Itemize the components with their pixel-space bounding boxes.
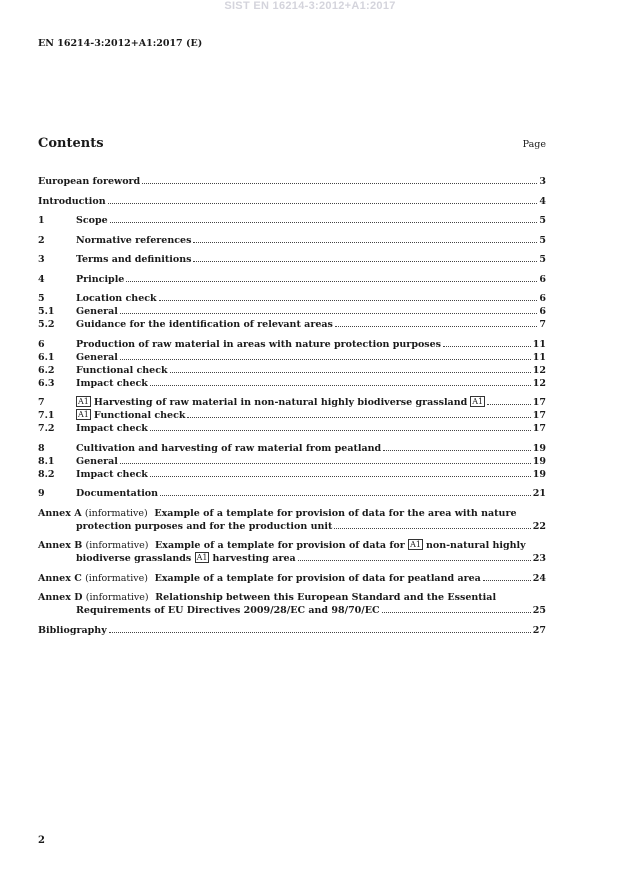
- dot-leader: [383, 450, 531, 451]
- toc-number: 5.1: [38, 306, 55, 317]
- annex-heading-line: [38, 507, 546, 520]
- toc-entry-7[interactable]: [38, 396, 546, 409]
- toc-title: General: [76, 306, 118, 317]
- toc-page: 22: [532, 520, 546, 532]
- dot-leader: [108, 203, 538, 204]
- table-of-contents: [38, 175, 546, 643]
- toc-title: Impact check: [76, 377, 148, 389]
- toc-page: 21: [532, 488, 546, 499]
- toc-number: 4: [38, 273, 45, 285]
- annex-informative: (informative): [85, 592, 149, 603]
- watermark: SIST EN 16214-3:2012+A1:2017: [224, 0, 396, 12]
- toc-title-text: Harvesting of raw material in non-natural highly biodiverse grassland: [93, 397, 468, 408]
- toc-page: 19: [532, 455, 546, 467]
- toc-title: General: [76, 351, 118, 363]
- annex-heading-line: [38, 572, 481, 585]
- toc-page: 6: [539, 293, 546, 304]
- toc-page: 12: [532, 364, 546, 376]
- dot-leader: [110, 222, 538, 223]
- toc-page: 7: [539, 319, 546, 330]
- toc-page: 17: [532, 410, 546, 421]
- toc-number: 6.3: [38, 377, 55, 389]
- toc-title: Introduction: [38, 195, 106, 207]
- annex-title-line1: Example of a template for provision of data for peatland area: [154, 572, 481, 584]
- toc-title-text: Functional check: [93, 410, 186, 421]
- toc-number: 2: [38, 234, 45, 246]
- dot-leader: [193, 261, 537, 262]
- toc-number: 3: [38, 254, 45, 265]
- toc-number: 6.2: [38, 364, 55, 376]
- toc-entry-annex-d[interactable]: [38, 591, 546, 617]
- toc-entry-5-1[interactable]: [38, 305, 546, 318]
- toc-title: Terms and definitions: [76, 254, 192, 265]
- contents-heading: Contents: [38, 136, 104, 151]
- toc-page: 25: [532, 605, 546, 616]
- annex-title-line2: Requirements of EU Directives 2009/28/EC and 98/70/EC: [76, 605, 380, 616]
- toc-entry-annex-a[interactable]: [38, 507, 546, 533]
- annex-title-line2: protection purposes and for the production unit: [76, 520, 333, 532]
- dot-leader: [334, 528, 530, 529]
- toc-page: 17: [532, 397, 546, 408]
- toc-page: 12: [532, 377, 546, 389]
- toc-entry-1[interactable]: [38, 214, 546, 227]
- toc-page: 27: [532, 624, 546, 636]
- toc-title: Bibliography: [38, 624, 107, 636]
- annex-informative: (informative): [85, 572, 148, 584]
- toc-number: 8: [38, 442, 45, 454]
- annex-label: Annex A: [38, 507, 82, 519]
- toc-page: 5: [539, 234, 546, 246]
- dot-leader: [109, 632, 531, 633]
- toc-entry-introduction[interactable]: [38, 195, 546, 208]
- dot-leader: [120, 463, 531, 464]
- amendment-start-marker: A1: [410, 540, 421, 549]
- toc-title: Location check: [76, 293, 157, 304]
- toc-entry-5[interactable]: [38, 292, 546, 305]
- dot-leader: [142, 183, 537, 184]
- toc-title: General: [76, 455, 118, 467]
- annex-label: Annex B: [38, 540, 83, 551]
- toc-title: Cultivation and harvesting of raw material from peatland: [76, 442, 382, 454]
- toc-number: 6.1: [38, 351, 55, 363]
- toc-entry-annex-b[interactable]: [38, 539, 546, 565]
- toc-entry-annex-c[interactable]: [38, 572, 546, 585]
- toc-title-with-amendment: [76, 409, 185, 422]
- dot-leader: [187, 417, 530, 418]
- dot-leader: [443, 346, 531, 347]
- toc-page: 19: [532, 442, 546, 454]
- annex-title-line2a: biodiverse grasslands: [76, 553, 192, 564]
- toc-entry-3[interactable]: [38, 253, 546, 266]
- annex-title-line1: Relationship between this European Standard and the Essential: [155, 592, 497, 603]
- dot-leader: [150, 430, 531, 431]
- toc-entry-8-2[interactable]: [38, 468, 546, 481]
- dot-leader: [120, 359, 531, 360]
- toc-page: 3: [539, 176, 546, 187]
- annex-label: Annex D: [38, 592, 83, 603]
- dot-leader: [298, 560, 531, 561]
- toc-group-8: [38, 442, 546, 481]
- toc-page: 4: [539, 195, 546, 207]
- toc-page: 24: [532, 572, 546, 584]
- dot-leader: [159, 300, 538, 301]
- amendment-start-marker: A1: [78, 397, 89, 406]
- dot-leader: [150, 476, 531, 477]
- toc-title: Impact check: [76, 468, 148, 480]
- toc-title: Scope: [76, 215, 108, 226]
- toc-entry-foreword[interactable]: [38, 175, 546, 188]
- annex-title-line1b: non-natural highly: [425, 540, 526, 551]
- dot-leader: [150, 385, 531, 386]
- dot-leader: [120, 313, 537, 314]
- toc-number: 8.2: [38, 468, 55, 480]
- toc-number: 7: [38, 397, 45, 408]
- dot-leader: [126, 281, 537, 282]
- toc-page: 23: [532, 553, 546, 564]
- toc-entry-7-2[interactable]: [38, 422, 546, 435]
- dot-leader: [382, 612, 531, 613]
- toc-title: Principle: [76, 273, 125, 285]
- toc-entry-8-1[interactable]: [38, 455, 546, 468]
- annex-title-line2b: harvesting area: [212, 553, 296, 564]
- dot-leader: [170, 372, 531, 373]
- annex-heading-line: [38, 591, 546, 604]
- toc-title: Functional check: [76, 364, 168, 376]
- annex-title-line1: Example of a template for provision of data for the area with nature: [154, 507, 517, 519]
- toc-number: 5: [38, 293, 45, 304]
- toc-page: 5: [539, 254, 546, 265]
- annex-continuation-line: [38, 520, 546, 533]
- toc-entry-5-2[interactable]: [38, 318, 546, 331]
- toc-number: 9: [38, 488, 45, 499]
- toc-entry-4[interactable]: [38, 273, 546, 286]
- annex-heading-line: [38, 539, 546, 552]
- toc-title: Guidance for the identification of relevant areas: [76, 319, 333, 330]
- dot-leader: [483, 580, 531, 581]
- toc-title: Production of raw material in areas with nature protection purposes: [76, 338, 442, 350]
- toc-number: 7.2: [38, 423, 55, 434]
- toc-title: Documentation: [76, 488, 159, 499]
- toc-page: 17: [532, 423, 546, 434]
- amendment-start-marker: A1: [78, 410, 89, 419]
- toc-entry-6-1[interactable]: [38, 351, 546, 364]
- toc-page: 11: [532, 338, 546, 350]
- toc-page: 5: [539, 215, 546, 226]
- toc-page: 6: [539, 273, 546, 285]
- amendment-end-marker: A1: [472, 397, 484, 406]
- annex-title-line2: [76, 552, 296, 565]
- toc-entry-6-2[interactable]: [38, 364, 546, 377]
- toc-entry-6-3[interactable]: [38, 377, 546, 390]
- dot-leader: [193, 242, 537, 243]
- toc-number: 1: [38, 215, 45, 226]
- toc-number: 5.2: [38, 319, 55, 330]
- toc-number: 8.1: [38, 455, 55, 467]
- toc-page: 19: [532, 468, 546, 480]
- toc-group-7: [38, 396, 546, 435]
- toc-group-6: [38, 338, 546, 390]
- annex-informative: (informative): [84, 507, 148, 519]
- amendment-end-marker: A1: [196, 553, 208, 562]
- annex-label: Annex C: [38, 572, 82, 584]
- page-column-label: Page: [522, 139, 546, 150]
- annex-continuation-line: [38, 604, 546, 617]
- annex-title-line1a: Example of a template for provision of data for: [155, 540, 405, 551]
- document-reference: EN 16214-3:2012+A1:2017 (E): [38, 38, 203, 49]
- toc-number: 7.1: [38, 410, 55, 421]
- page-number: 2: [38, 835, 45, 846]
- toc-entry-7-1[interactable]: [38, 409, 546, 422]
- annex-informative: (informative): [85, 540, 149, 551]
- dot-leader: [487, 404, 531, 405]
- toc-title-with-amendment: [76, 396, 485, 409]
- toc-entry-2[interactable]: [38, 234, 546, 247]
- annex-continuation-line: [38, 552, 546, 565]
- toc-group-5: [38, 292, 546, 331]
- toc-title: Normative references: [76, 234, 192, 246]
- toc-page: 11: [532, 351, 546, 363]
- toc-title: Impact check: [76, 423, 148, 434]
- toc-entry-8[interactable]: [38, 442, 546, 455]
- toc-title: European foreword: [38, 176, 141, 187]
- toc-entry-bibliography[interactable]: [38, 624, 546, 637]
- toc-page: 6: [539, 306, 546, 317]
- toc-number: 6: [38, 338, 45, 350]
- dot-leader: [335, 326, 538, 327]
- dot-leader: [160, 495, 531, 496]
- toc-entry-9[interactable]: [38, 487, 546, 500]
- toc-entry-6[interactable]: [38, 338, 546, 351]
